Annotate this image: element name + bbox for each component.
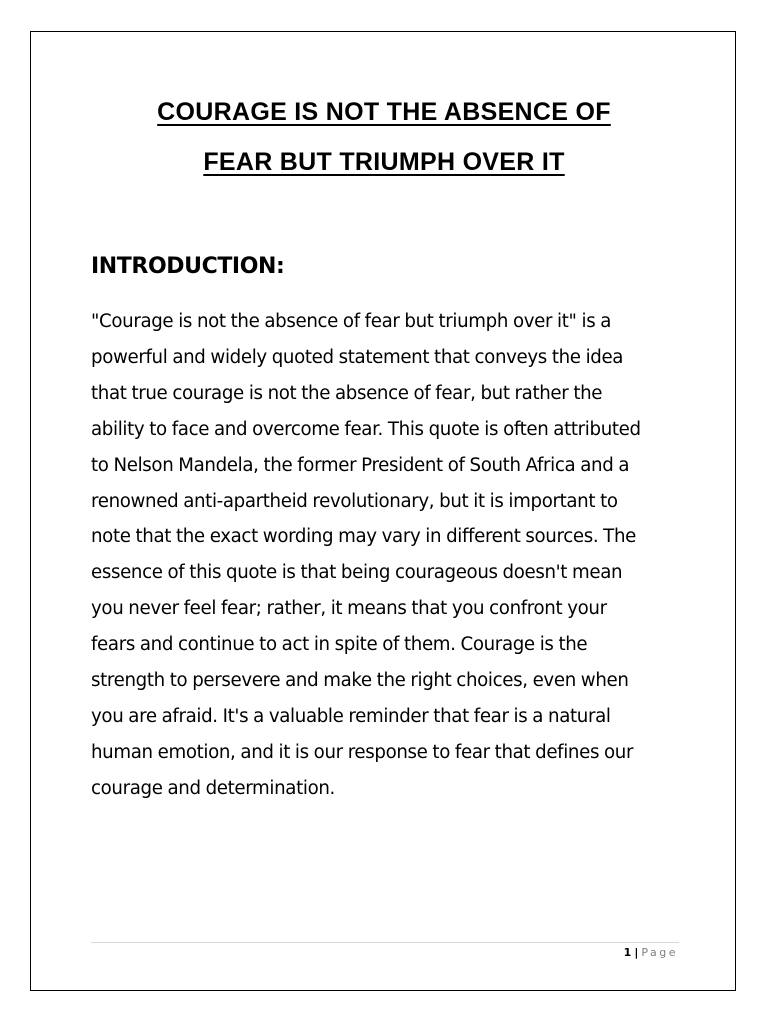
introduction-paragraph bbox=[91, 304, 691, 807]
paragraph-line: you never feel fear; rather, it means that you confront your bbox=[91, 598, 607, 620]
paragraph-line: fears and continue to act in spite of them. Courage is the bbox=[91, 634, 588, 656]
paragraph-line: essence of this quote is that being courageous doesn't mean bbox=[91, 562, 623, 584]
page-label: Page bbox=[641, 946, 678, 959]
page-number: 1 bbox=[623, 946, 632, 959]
paragraph-line: note that the exact wording may vary in different sources. The bbox=[91, 526, 636, 548]
paragraph-line: "Courage is not the absence of fear but triumph over it" is a bbox=[91, 311, 612, 332]
section-heading: INTRODUCTION: bbox=[91, 254, 285, 279]
paragraph-line: strength to persevere and make the right choices, even when bbox=[91, 670, 629, 692]
footer-divider bbox=[91, 942, 679, 943]
paragraph-line: renowned anti-apartheid revolutionary, but it is important to bbox=[91, 490, 618, 512]
paragraph-line: ability to face and overcome fear. This quote is often attributed bbox=[91, 418, 641, 440]
paragraph-line: you are afraid. It's a valuable reminder that fear is a natural bbox=[91, 705, 611, 727]
page-footer bbox=[624, 946, 678, 959]
document-title-line-2: FEAR BUT TRIUMPH OVER IT bbox=[203, 148, 565, 176]
paragraph-line: powerful and widely quoted statement that conveys the idea bbox=[91, 346, 624, 368]
paragraph-line: courage and determination. bbox=[91, 777, 335, 799]
footer-separator: | bbox=[634, 946, 639, 959]
paragraph-line: that true courage is not the absence of fear, but rather the bbox=[91, 382, 603, 404]
document-title-line-1: COURAGE IS NOT THE ABSENCE OF bbox=[157, 98, 611, 126]
paragraph-line: to Nelson Mandela, the former President of South Africa and a bbox=[91, 454, 630, 476]
paragraph-line: human emotion, and it is our response to fear that defines our bbox=[91, 741, 634, 763]
